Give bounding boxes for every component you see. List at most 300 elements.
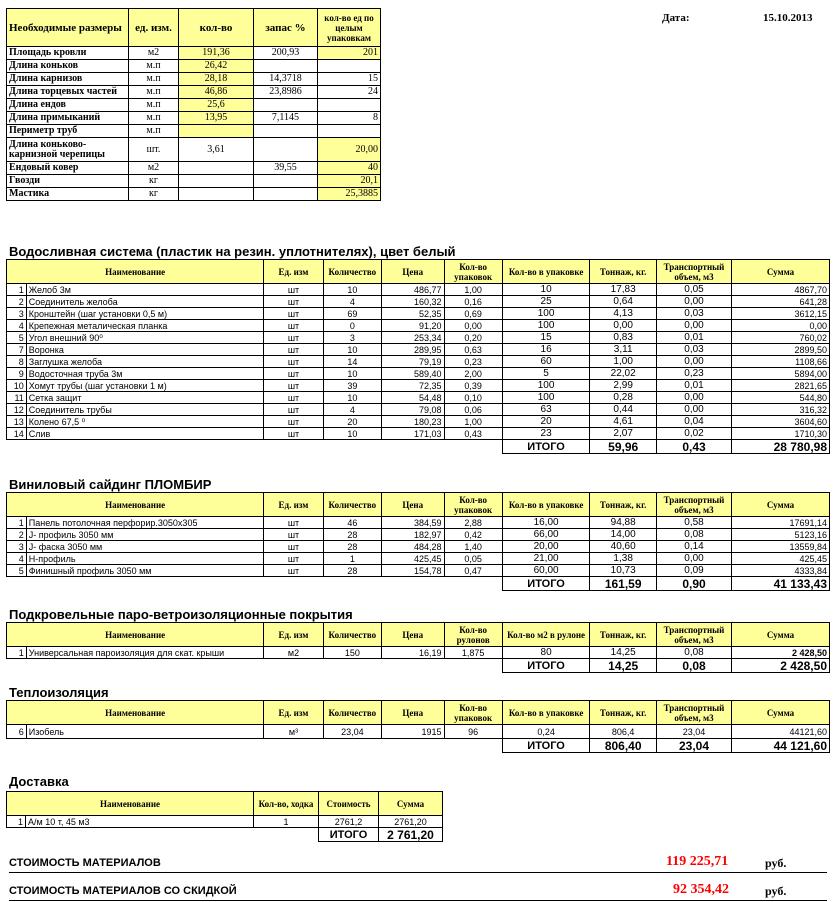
drain-total-row (7, 440, 830, 454)
summary-divider (9, 872, 827, 873)
drain-cell: 5 (7, 332, 27, 344)
siding-header-name: Наименование (7, 493, 264, 517)
drain-cell: 7 (7, 344, 27, 356)
insulation-table (6, 700, 830, 753)
section-title-delivery: Доставка (9, 774, 69, 789)
drain-total-weight: 59,96 (590, 440, 657, 454)
delivery-total-label: ИТОГО (319, 828, 379, 842)
drain-cell: 0,00 (444, 320, 502, 332)
drain-row (7, 308, 830, 320)
drain-cell: шт (264, 428, 323, 440)
membrane-cell: 16,19 (382, 647, 445, 659)
siding-header-4: Кол-во упаковок (444, 493, 502, 517)
siding-cell: 5 (7, 565, 27, 577)
siding-total-weight: 161,59 (590, 577, 657, 591)
sizes-cell-reserve: 200,93 (254, 47, 318, 60)
siding-cell: 46 (323, 517, 381, 529)
drain-row (7, 368, 830, 380)
drain-cell: Сетка защит (26, 392, 264, 404)
siding-cell: 154,78 (382, 565, 445, 577)
drain-cell: 20 (502, 416, 590, 428)
drain-cell: 0,00 (657, 296, 732, 308)
drain-cell: 760,02 (732, 332, 830, 344)
membrane-header-1: Ед. изм (264, 623, 323, 647)
drain-cell: 17,83 (590, 284, 657, 296)
sizes-row (7, 162, 381, 175)
sizes-cell-qty (179, 125, 254, 138)
sizes-cell-packs: 15 (318, 73, 381, 86)
drain-cell: 100 (502, 320, 590, 332)
sizes-cell-unit: м.п (129, 86, 179, 99)
drain-cell: 11 (7, 392, 27, 404)
siding-cell: 4 (7, 553, 27, 565)
sizes-cell-reserve: 7,1145 (254, 112, 318, 125)
section-title-drain: Водосливная система (пластик на резин. уплотнителях), цвет белый (9, 244, 456, 259)
membrane-header-7: Транспортный объем, м3 (657, 623, 732, 647)
drain-header-6: Тоннаж, кг. (590, 260, 657, 284)
membrane-header-name: Наименование (7, 623, 264, 647)
delivery-header-1: Кол-во, ходка (254, 792, 319, 816)
siding-cell: 94,88 (590, 517, 657, 529)
sizes-cell-reserve (254, 60, 318, 73)
siding-cell: 425,45 (382, 553, 445, 565)
sizes-header-qty: кол-во (179, 9, 254, 47)
siding-cell: шт (264, 529, 323, 541)
drain-cell: 2,99 (590, 380, 657, 392)
drain-cell: 25 (502, 296, 590, 308)
delivery-cell: 2761,20 (379, 816, 443, 828)
drain-cell: 0,04 (657, 416, 732, 428)
drain-cell: 0,43 (444, 428, 502, 440)
drain-total-label: ИТОГО (502, 440, 590, 454)
drain-cell: 0,28 (590, 392, 657, 404)
siding-cell: 3 (7, 541, 27, 553)
siding-header-8: Сумма (732, 493, 830, 517)
insulation-cell: 23,04 (657, 725, 732, 739)
siding-row (7, 553, 830, 565)
siding-cell: шт (264, 517, 323, 529)
drain-cell: 1,00 (590, 356, 657, 368)
sizes-row (7, 60, 381, 73)
siding-cell: 66,00 (502, 529, 590, 541)
date-value: 15.10.2013 (763, 12, 813, 24)
delivery-header-row (7, 792, 443, 816)
drain-cell: 0,23 (444, 356, 502, 368)
drain-cell: 0,83 (590, 332, 657, 344)
siding-header-row (7, 493, 830, 517)
siding-row (7, 529, 830, 541)
drain-cell: 0,20 (444, 332, 502, 344)
drain-row (7, 356, 830, 368)
sizes-row (7, 125, 381, 138)
sizes-cell-reserve: 39,55 (254, 162, 318, 175)
drain-cell: Крепежная металическая планка (26, 320, 264, 332)
insulation-cell: Изобель (26, 725, 264, 739)
drain-cell: шт (264, 368, 323, 380)
drain-row (7, 284, 830, 296)
drain-cell: 0,16 (444, 296, 502, 308)
drain-cell: 253,34 (382, 332, 445, 344)
membrane-cell: 150 (323, 647, 381, 659)
siding-total-label: ИТОГО (502, 577, 590, 591)
drain-cell: 0,64 (590, 296, 657, 308)
membrane-total-blank (7, 659, 503, 673)
drain-cell: 289,95 (382, 344, 445, 356)
drain-cell: 0,10 (444, 392, 502, 404)
sizes-cell-unit: м.п (129, 73, 179, 86)
membrane-cell: 14,25 (590, 647, 657, 659)
drain-cell: 0 (323, 320, 381, 332)
summary-discount-value: 92 354,42 (673, 882, 729, 897)
siding-total-volume: 0,90 (657, 577, 732, 591)
membrane-table (6, 622, 830, 673)
insulation-cell: 6 (7, 725, 27, 739)
drain-cell: 0,00 (732, 320, 830, 332)
sizes-cell-unit: шт. (129, 138, 179, 162)
sizes-cell-qty: 13,95 (179, 112, 254, 125)
date-label: Дата: (662, 12, 690, 24)
drain-cell: 22,02 (590, 368, 657, 380)
sizes-cell-reserve (254, 125, 318, 138)
drain-cell: 641,28 (732, 296, 830, 308)
drain-cell: шт (264, 356, 323, 368)
drain-cell: 79,19 (382, 356, 445, 368)
membrane-cell: м2 (264, 647, 323, 659)
drain-cell: 0,23 (657, 368, 732, 380)
insulation-header-6: Тоннаж, кг. (590, 701, 657, 725)
drain-cell: 160,32 (382, 296, 445, 308)
sizes-cell-name: Длина ендов (7, 99, 129, 112)
membrane-row (7, 647, 830, 659)
siding-cell: 182,97 (382, 529, 445, 541)
drain-header-3: Цена (382, 260, 445, 284)
drain-cell: Водосточная труба 3м (26, 368, 264, 380)
membrane-header-4: Кол-во рулонов (444, 623, 502, 647)
sizes-cell-qty (179, 188, 254, 201)
sizes-cell-unit: м.п (129, 112, 179, 125)
membrane-cell: 1 (7, 647, 27, 659)
siding-total-sum: 41 133,43 (732, 577, 830, 591)
siding-cell: шт (264, 541, 323, 553)
siding-header-3: Цена (382, 493, 445, 517)
sizes-cell-qty: 3,61 (179, 138, 254, 162)
drain-cell: 4867,70 (732, 284, 830, 296)
drain-cell: 0,00 (657, 404, 732, 416)
section-title-siding: Виниловый сайдинг ПЛОМБИР (9, 477, 212, 492)
sizes-cell-reserve: 23,8986 (254, 86, 318, 99)
sizes-cell-name: Мастика (7, 188, 129, 201)
drain-total-sum: 28 780,98 (732, 440, 830, 454)
insulation-header-2: Количество (323, 701, 381, 725)
drain-cell: 0,63 (444, 344, 502, 356)
delivery-total-sum: 2 761,20 (379, 828, 443, 842)
siding-total-row (7, 577, 830, 591)
insulation-header-5: Кол-во в упаковке (502, 701, 590, 725)
siding-cell: 28 (323, 565, 381, 577)
drain-cell: 13 (7, 416, 27, 428)
drain-cell: шт (264, 320, 323, 332)
membrane-cell: 80 (502, 647, 590, 659)
siding-cell: 10,73 (590, 565, 657, 577)
drain-cell: 100 (502, 380, 590, 392)
sizes-cell-reserve (254, 175, 318, 188)
drain-cell: 0,01 (657, 380, 732, 392)
drain-cell: 12 (7, 404, 27, 416)
sizes-cell-unit: м.п (129, 60, 179, 73)
drain-cell: 316,32 (732, 404, 830, 416)
drain-cell: 10 (7, 380, 27, 392)
siding-header-7: Транспортный объем, м3 (657, 493, 732, 517)
siding-table (6, 492, 830, 591)
siding-cell: 16,00 (502, 517, 590, 529)
insulation-total-sum: 44 121,60 (732, 739, 830, 753)
membrane-total-sum: 2 428,50 (732, 659, 830, 673)
insulation-cell: 0,24 (502, 725, 590, 739)
drain-cell: 14 (323, 356, 381, 368)
sizes-row (7, 47, 381, 60)
siding-cell: 13559,84 (732, 541, 830, 553)
delivery-total-blank (7, 828, 319, 842)
drain-row (7, 320, 830, 332)
drain-cell: 0,00 (657, 356, 732, 368)
membrane-cell: Универсальная пароизоляция для скат. крыши (26, 647, 264, 659)
drain-cell: 20 (323, 416, 381, 428)
membrane-header-5: Кол-во м2 в рулоне (502, 623, 590, 647)
drain-cell: 3612,15 (732, 308, 830, 320)
membrane-total-volume: 0,08 (657, 659, 732, 673)
siding-row (7, 565, 830, 577)
drain-cell: 0,02 (657, 428, 732, 440)
insulation-total-blank (7, 739, 503, 753)
membrane-header-6: Тоннаж, кг. (590, 623, 657, 647)
drain-row (7, 416, 830, 428)
drain-cell: 589,40 (382, 368, 445, 380)
drain-cell: 9 (7, 368, 27, 380)
sizes-row (7, 188, 381, 201)
drain-cell: 1,00 (444, 284, 502, 296)
drain-cell: 544,80 (732, 392, 830, 404)
drain-cell: 23 (502, 428, 590, 440)
drain-cell: 2,07 (590, 428, 657, 440)
sizes-cell-packs (318, 99, 381, 112)
drain-cell: 0,44 (590, 404, 657, 416)
sizes-cell-unit: кг (129, 188, 179, 201)
insulation-header-4: Кол-во упаковок (444, 701, 502, 725)
drain-cell: 100 (502, 392, 590, 404)
siding-cell: 28 (323, 541, 381, 553)
siding-cell: 0,00 (657, 553, 732, 565)
siding-cell: 425,45 (732, 553, 830, 565)
drain-cell: 0,05 (657, 284, 732, 296)
drain-cell: 10 (323, 392, 381, 404)
drain-cell: 4 (7, 320, 27, 332)
sizes-cell-name: Периметр труб (7, 125, 129, 138)
membrane-total-label: ИТОГО (502, 659, 590, 673)
siding-cell: 0,14 (657, 541, 732, 553)
drain-cell: шт (264, 332, 323, 344)
siding-header-5: Кол-во в упаковке (502, 493, 590, 517)
siding-cell: 2 (7, 529, 27, 541)
drain-cell: 5894,00 (732, 368, 830, 380)
sizes-header-packs: кол-во ед по целым упаковкам (318, 9, 381, 47)
drain-cell: Слив (26, 428, 264, 440)
drain-cell: 14 (7, 428, 27, 440)
drain-cell: Воронка (26, 344, 264, 356)
drain-cell: 2821,65 (732, 380, 830, 392)
sizes-header-name: Необходимые размеры (7, 9, 129, 47)
siding-cell: 4333,84 (732, 565, 830, 577)
drain-row (7, 404, 830, 416)
delivery-header-3: Сумма (379, 792, 443, 816)
sizes-cell-reserve (254, 138, 318, 162)
drain-cell: 8 (7, 356, 27, 368)
summary-discount-currency: руб. (765, 884, 787, 898)
sizes-cell-packs: 24 (318, 86, 381, 99)
siding-total-blank (7, 577, 503, 591)
sizes-row (7, 112, 381, 125)
insulation-cell: 96 (444, 725, 502, 739)
drain-cell: 1108,66 (732, 356, 830, 368)
delivery-header-2: Стоимость (319, 792, 379, 816)
insulation-cell: 1915 (382, 725, 445, 739)
summary-materials-label: СТОИМОСТЬ МАТЕРИАЛОВ (9, 857, 161, 869)
insulation-header-7: Транспортный объем, м3 (657, 701, 732, 725)
drain-cell: Угол внешний 90⁰ (26, 332, 264, 344)
sizes-cell-unit: м2 (129, 47, 179, 60)
delivery-table (6, 791, 443, 842)
insulation-cell: 23,04 (323, 725, 381, 739)
siding-cell: шт (264, 553, 323, 565)
drain-cell: шт (264, 416, 323, 428)
siding-cell: 40,60 (590, 541, 657, 553)
drain-row (7, 344, 830, 356)
drain-cell: Соединитель желоба (26, 296, 264, 308)
siding-cell: 60,00 (502, 565, 590, 577)
drain-cell: 91,20 (382, 320, 445, 332)
drain-cell: 4,13 (590, 308, 657, 320)
insulation-header-8: Сумма (732, 701, 830, 725)
drain-cell: Желоб 3м (26, 284, 264, 296)
drain-header-row (7, 260, 830, 284)
drain-cell: 69 (323, 308, 381, 320)
siding-cell: Панель потолочная перфорир.3050х305 (26, 517, 264, 529)
drain-cell: 79,08 (382, 404, 445, 416)
drain-row (7, 380, 830, 392)
insulation-total-label: ИТОГО (502, 739, 590, 753)
membrane-header-row (7, 623, 830, 647)
sizes-cell-unit: м.п (129, 125, 179, 138)
drain-cell: 3 (7, 308, 27, 320)
drain-header-2: Количество (323, 260, 381, 284)
siding-header-1: Ед. изм (264, 493, 323, 517)
drain-cell: 1710,30 (732, 428, 830, 440)
sizes-row (7, 73, 381, 86)
siding-cell: 21,00 (502, 553, 590, 565)
drain-cell: 3604,60 (732, 416, 830, 428)
sizes-cell-packs: 40 (318, 162, 381, 175)
section-title-insulation: Теплоизоляция (9, 685, 109, 700)
drain-cell: 60 (502, 356, 590, 368)
sizes-cell-qty: 26,42 (179, 60, 254, 73)
sizes-row (7, 175, 381, 188)
drain-total-volume: 0,43 (657, 440, 732, 454)
drain-header-4: Кол-во упаковок (444, 260, 502, 284)
insulation-total-volume: 23,04 (657, 739, 732, 753)
siding-cell: 1 (323, 553, 381, 565)
insulation-header-3: Цена (382, 701, 445, 725)
drain-cell: 10 (323, 428, 381, 440)
siding-cell: 2,88 (444, 517, 502, 529)
drain-cell: Кронштейн (шаг установки 0,5 м) (26, 308, 264, 320)
drain-cell: 1 (7, 284, 27, 296)
insulation-row (7, 725, 830, 739)
siding-cell: 0,42 (444, 529, 502, 541)
siding-cell: 1 (7, 517, 27, 529)
drain-cell: 0,03 (657, 344, 732, 356)
drain-cell: шт (264, 308, 323, 320)
sizes-cell-packs: 20,1 (318, 175, 381, 188)
insulation-header-1: Ед. изм (264, 701, 323, 725)
sizes-cell-packs: 201 (318, 47, 381, 60)
siding-cell: 14,00 (590, 529, 657, 541)
sizes-cell-name: Длина примыканий (7, 112, 129, 125)
sizes-cell-packs: 8 (318, 112, 381, 125)
drain-cell: 0,00 (657, 392, 732, 404)
siding-cell: 17691,14 (732, 517, 830, 529)
sizes-cell-name: Длина коньков (7, 60, 129, 73)
sizes-cell-reserve: 14,3718 (254, 73, 318, 86)
insulation-header-name: Наименование (7, 701, 264, 725)
drain-cell: 0,00 (657, 320, 732, 332)
sizes-cell-qty: 191,36 (179, 47, 254, 60)
siding-row (7, 541, 830, 553)
sizes-cell-name: Длина карнизов (7, 73, 129, 86)
siding-header-2: Количество (323, 493, 381, 517)
siding-cell: J- фаска 3050 мм (26, 541, 264, 553)
drain-cell: 72,35 (382, 380, 445, 392)
delivery-cell: 2761,2 (319, 816, 379, 828)
siding-cell: Н-профиль (26, 553, 264, 565)
sizes-cell-qty: 46,86 (179, 86, 254, 99)
siding-cell: 28 (323, 529, 381, 541)
drain-cell: 486,77 (382, 284, 445, 296)
sizes-row (7, 86, 381, 99)
drain-cell: 10 (323, 284, 381, 296)
membrane-cell: 0,08 (657, 647, 732, 659)
drain-cell: 0,06 (444, 404, 502, 416)
insulation-cell: 44121,60 (732, 725, 830, 739)
drain-row (7, 332, 830, 344)
sizes-cell-qty: 25,6 (179, 99, 254, 112)
sizes-row (7, 138, 381, 162)
sizes-cell-qty: 28,18 (179, 73, 254, 86)
drain-cell: 2 (7, 296, 27, 308)
summary-divider-bottom (9, 900, 827, 901)
insulation-total-row (7, 739, 830, 753)
drain-cell: 10 (502, 284, 590, 296)
sizes-cell-unit: м.п (129, 99, 179, 112)
delivery-cell: А/м 10 т, 45 м3 (26, 816, 254, 828)
siding-cell: 5123,16 (732, 529, 830, 541)
drain-cell: 180,23 (382, 416, 445, 428)
membrane-total-row (7, 659, 830, 673)
drain-cell: 4 (323, 296, 381, 308)
siding-cell: 1,38 (590, 553, 657, 565)
siding-cell: 0,58 (657, 517, 732, 529)
drain-cell: шт (264, 392, 323, 404)
drain-cell: 10 (323, 344, 381, 356)
sizes-cell-reserve (254, 188, 318, 201)
